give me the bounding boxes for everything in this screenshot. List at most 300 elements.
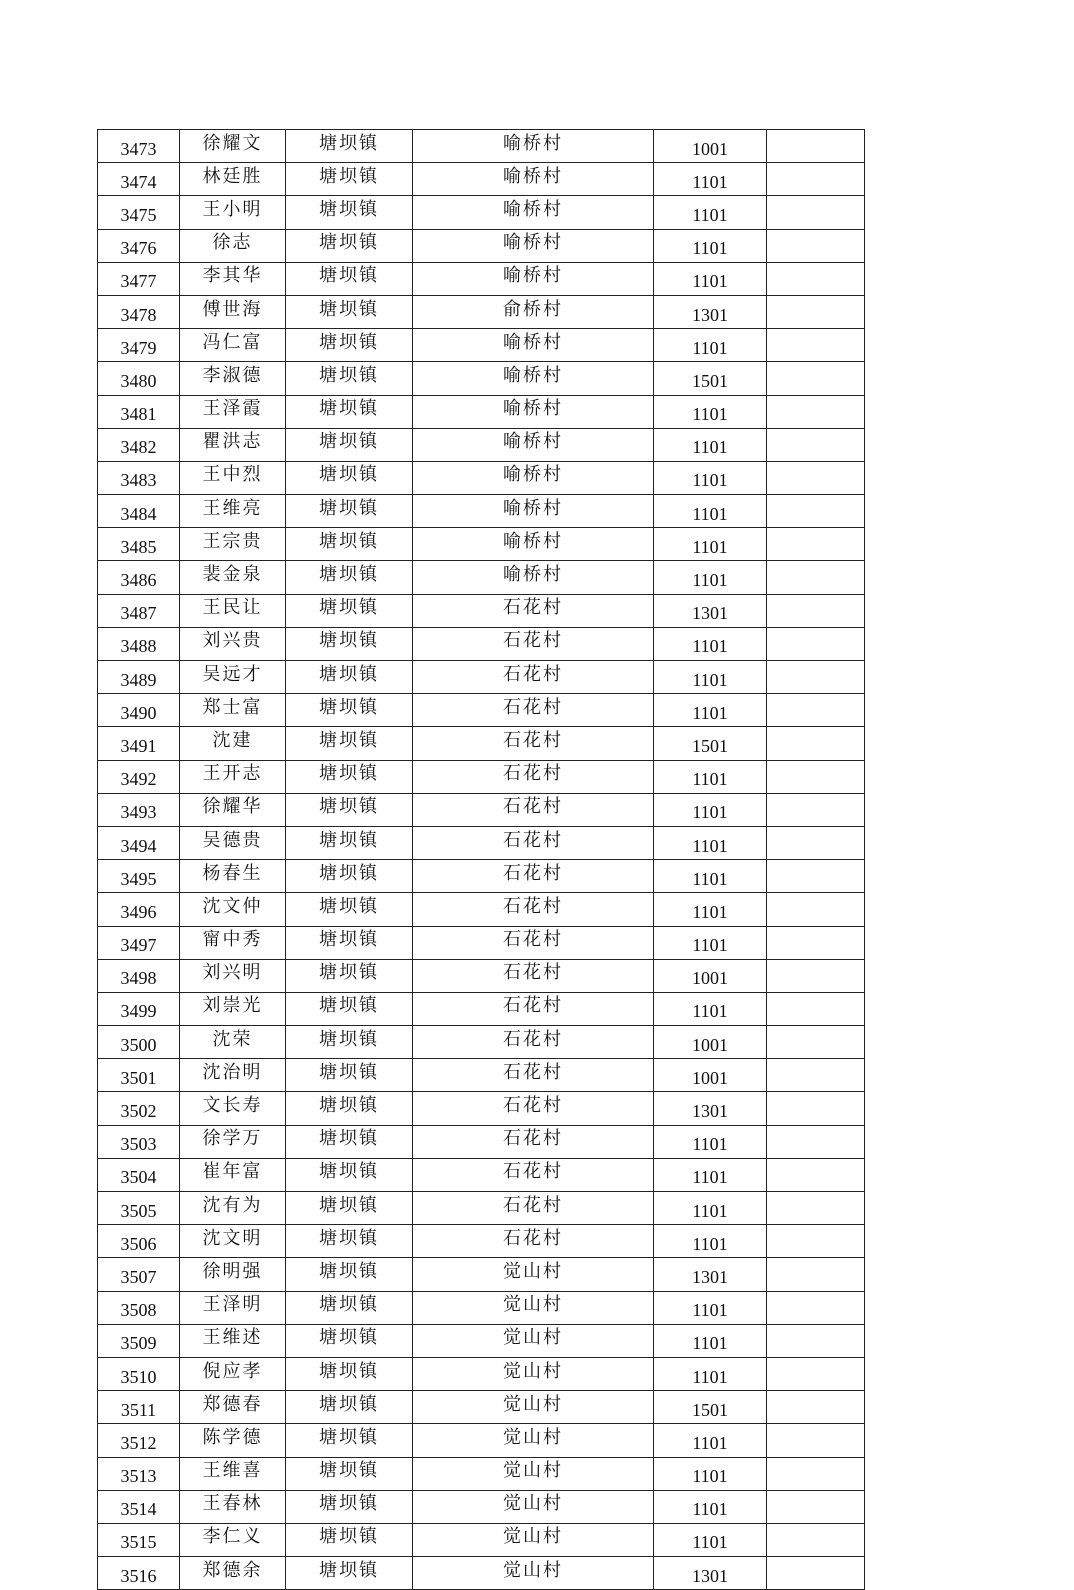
village-cell: 觉山村	[413, 1523, 654, 1556]
table-row	[98, 1225, 865, 1258]
code-cell: 1101	[654, 992, 767, 1025]
name-cell: 李淑德	[180, 362, 286, 395]
row-number-cell: 3492	[98, 760, 180, 793]
code-cell: 1301	[654, 1557, 767, 1590]
code-cell: 1101	[654, 1192, 767, 1225]
name-cell: 冯仁富	[180, 329, 286, 362]
code-cell: 1101	[654, 262, 767, 295]
village-cell: 喻桥村	[413, 528, 654, 561]
code-cell: 1101	[654, 926, 767, 959]
row-number-cell: 3489	[98, 661, 180, 694]
village-cell: 石花村	[413, 627, 654, 660]
table-row	[98, 627, 865, 660]
name-cell: 王民让	[180, 594, 286, 627]
code-cell: 1001	[654, 130, 767, 163]
row-number-cell: 3509	[98, 1324, 180, 1357]
code-cell: 1101	[654, 395, 767, 428]
name-cell: 徐明强	[180, 1258, 286, 1291]
village-cell: 石花村	[413, 926, 654, 959]
town-cell: 塘坝镇	[286, 1557, 413, 1590]
town-cell: 塘坝镇	[286, 1026, 413, 1059]
note-cell	[767, 1059, 865, 1092]
village-cell: 喻桥村	[413, 262, 654, 295]
town-cell: 塘坝镇	[286, 627, 413, 660]
row-number-cell: 3490	[98, 694, 180, 727]
town-cell: 塘坝镇	[286, 1225, 413, 1258]
village-cell: 觉山村	[413, 1424, 654, 1457]
code-cell: 1301	[654, 295, 767, 328]
village-cell: 石花村	[413, 1125, 654, 1158]
village-cell: 石花村	[413, 760, 654, 793]
town-cell: 塘坝镇	[286, 495, 413, 528]
name-cell: 沈有为	[180, 1192, 286, 1225]
note-cell	[767, 959, 865, 992]
village-cell: 觉山村	[413, 1457, 654, 1490]
village-cell: 石花村	[413, 694, 654, 727]
village-cell: 石花村	[413, 992, 654, 1025]
name-cell: 王宗贵	[180, 528, 286, 561]
code-cell: 1101	[654, 229, 767, 262]
code-cell: 1101	[654, 1158, 767, 1191]
table-row	[98, 428, 865, 461]
code-cell: 1101	[654, 1357, 767, 1390]
row-number-cell: 3486	[98, 561, 180, 594]
town-cell: 塘坝镇	[286, 229, 413, 262]
village-cell: 觉山村	[413, 1258, 654, 1291]
note-cell	[767, 1192, 865, 1225]
town-cell: 塘坝镇	[286, 1324, 413, 1357]
code-cell: 1101	[654, 329, 767, 362]
town-cell: 塘坝镇	[286, 428, 413, 461]
row-number-cell: 3493	[98, 793, 180, 826]
row-number-cell: 3514	[98, 1490, 180, 1523]
name-cell: 徐耀文	[180, 130, 286, 163]
table-row	[98, 959, 865, 992]
note-cell	[767, 594, 865, 627]
table-row	[98, 1357, 865, 1390]
table-row	[98, 826, 865, 859]
code-cell: 1101	[654, 163, 767, 196]
table-row	[98, 561, 865, 594]
code-cell: 1001	[654, 1059, 767, 1092]
row-number-cell: 3476	[98, 229, 180, 262]
table-row	[98, 992, 865, 1025]
name-cell: 徐耀华	[180, 793, 286, 826]
row-number-cell: 3510	[98, 1357, 180, 1390]
village-cell: 喻桥村	[413, 495, 654, 528]
table-row	[98, 1324, 865, 1357]
row-number-cell: 3482	[98, 428, 180, 461]
row-number-cell: 3499	[98, 992, 180, 1025]
note-cell	[767, 1424, 865, 1457]
row-number-cell: 3503	[98, 1125, 180, 1158]
village-cell: 石花村	[413, 1192, 654, 1225]
village-cell: 觉山村	[413, 1490, 654, 1523]
town-cell: 塘坝镇	[286, 362, 413, 395]
village-cell: 石花村	[413, 826, 654, 859]
code-cell: 1101	[654, 561, 767, 594]
note-cell	[767, 196, 865, 229]
row-number-cell: 3502	[98, 1092, 180, 1125]
row-number-cell: 3501	[98, 1059, 180, 1092]
town-cell: 塘坝镇	[286, 1523, 413, 1556]
table-row	[98, 1059, 865, 1092]
village-cell: 喻桥村	[413, 461, 654, 494]
note-cell	[767, 926, 865, 959]
note-cell	[767, 694, 865, 727]
code-cell: 1101	[654, 1125, 767, 1158]
name-cell: 王春林	[180, 1490, 286, 1523]
note-cell	[767, 528, 865, 561]
row-number-cell: 3497	[98, 926, 180, 959]
note-cell	[767, 163, 865, 196]
row-number-cell: 3512	[98, 1424, 180, 1457]
name-cell: 文长寿	[180, 1092, 286, 1125]
name-cell: 刘兴明	[180, 959, 286, 992]
name-cell: 郑士富	[180, 694, 286, 727]
note-cell	[767, 860, 865, 893]
row-number-cell: 3480	[98, 362, 180, 395]
note-cell	[767, 992, 865, 1025]
town-cell: 塘坝镇	[286, 860, 413, 893]
name-cell: 沈文明	[180, 1225, 286, 1258]
row-number-cell: 3516	[98, 1557, 180, 1590]
village-cell: 喻桥村	[413, 163, 654, 196]
row-number-cell: 3506	[98, 1225, 180, 1258]
note-cell	[767, 1158, 865, 1191]
town-cell: 塘坝镇	[286, 295, 413, 328]
row-number-cell: 3474	[98, 163, 180, 196]
name-cell: 徐学万	[180, 1125, 286, 1158]
village-cell: 觉山村	[413, 1557, 654, 1590]
town-cell: 塘坝镇	[286, 1059, 413, 1092]
name-cell: 沈文仲	[180, 893, 286, 926]
town-cell: 塘坝镇	[286, 1258, 413, 1291]
table-row	[98, 860, 865, 893]
name-cell: 沈治明	[180, 1059, 286, 1092]
code-cell: 1101	[654, 1291, 767, 1324]
code-cell: 1101	[654, 1324, 767, 1357]
name-cell: 甯中秀	[180, 926, 286, 959]
town-cell: 塘坝镇	[286, 992, 413, 1025]
town-cell: 塘坝镇	[286, 329, 413, 362]
row-number-cell: 3483	[98, 461, 180, 494]
town-cell: 塘坝镇	[286, 694, 413, 727]
table-row	[98, 926, 865, 959]
town-cell: 塘坝镇	[286, 461, 413, 494]
code-cell: 1101	[654, 495, 767, 528]
name-cell: 王中烈	[180, 461, 286, 494]
name-cell: 崔年富	[180, 1158, 286, 1191]
name-cell: 王开志	[180, 760, 286, 793]
table-row	[98, 1523, 865, 1556]
name-cell: 沈荣	[180, 1026, 286, 1059]
table-row	[98, 760, 865, 793]
row-number-cell: 3508	[98, 1291, 180, 1324]
name-cell: 郑德余	[180, 1557, 286, 1590]
town-cell: 塘坝镇	[286, 793, 413, 826]
name-cell: 刘兴贵	[180, 627, 286, 660]
name-cell: 王泽霞	[180, 395, 286, 428]
row-number-cell: 3481	[98, 395, 180, 428]
village-cell: 石花村	[413, 959, 654, 992]
name-cell: 林廷胜	[180, 163, 286, 196]
table-row	[98, 1026, 865, 1059]
row-number-cell: 3513	[98, 1457, 180, 1490]
row-number-cell: 3498	[98, 959, 180, 992]
table-row	[98, 1092, 865, 1125]
note-cell	[767, 329, 865, 362]
town-cell: 塘坝镇	[286, 1457, 413, 1490]
code-cell: 1501	[654, 362, 767, 395]
row-number-cell: 3500	[98, 1026, 180, 1059]
row-number-cell: 3505	[98, 1192, 180, 1225]
note-cell	[767, 428, 865, 461]
table-row	[98, 461, 865, 494]
village-cell: 石花村	[413, 1158, 654, 1191]
code-cell: 1101	[654, 793, 767, 826]
table-row	[98, 196, 865, 229]
code-cell: 1101	[654, 1523, 767, 1556]
name-cell: 瞿洪志	[180, 428, 286, 461]
note-cell	[767, 362, 865, 395]
name-cell: 裴金泉	[180, 561, 286, 594]
note-cell	[767, 295, 865, 328]
row-number-cell: 3495	[98, 860, 180, 893]
table-row	[98, 163, 865, 196]
town-cell: 塘坝镇	[286, 395, 413, 428]
table-row	[98, 1258, 865, 1291]
town-cell: 塘坝镇	[286, 561, 413, 594]
name-cell: 李仁义	[180, 1523, 286, 1556]
name-cell: 王维亮	[180, 495, 286, 528]
note-cell	[767, 893, 865, 926]
note-cell	[767, 262, 865, 295]
note-cell	[767, 461, 865, 494]
table-row	[98, 1457, 865, 1490]
town-cell: 塘坝镇	[286, 163, 413, 196]
village-cell: 喻桥村	[413, 395, 654, 428]
village-cell: 石花村	[413, 594, 654, 627]
note-cell	[767, 760, 865, 793]
code-cell: 1101	[654, 461, 767, 494]
note-cell	[767, 1092, 865, 1125]
town-cell: 塘坝镇	[286, 1424, 413, 1457]
table-row	[98, 1158, 865, 1191]
village-cell: 觉山村	[413, 1324, 654, 1357]
table-row	[98, 1125, 865, 1158]
data-table	[97, 129, 865, 1590]
village-cell: 石花村	[413, 893, 654, 926]
village-cell: 喻桥村	[413, 561, 654, 594]
name-cell: 倪应孝	[180, 1357, 286, 1390]
name-cell: 王维喜	[180, 1457, 286, 1490]
town-cell: 塘坝镇	[286, 760, 413, 793]
name-cell: 傅世海	[180, 295, 286, 328]
table-row	[98, 1424, 865, 1457]
name-cell: 王维述	[180, 1324, 286, 1357]
village-cell: 石花村	[413, 1059, 654, 1092]
name-cell: 吴德贵	[180, 826, 286, 859]
table-row	[98, 1557, 865, 1590]
row-number-cell: 3496	[98, 893, 180, 926]
row-number-cell: 3488	[98, 627, 180, 660]
table-row	[98, 793, 865, 826]
row-number-cell: 3478	[98, 295, 180, 328]
town-cell: 塘坝镇	[286, 1158, 413, 1191]
code-cell: 1501	[654, 727, 767, 760]
note-cell	[767, 727, 865, 760]
code-cell: 1001	[654, 959, 767, 992]
code-cell: 1301	[654, 1092, 767, 1125]
code-cell: 1101	[654, 428, 767, 461]
village-cell: 喻桥村	[413, 329, 654, 362]
row-number-cell: 3485	[98, 528, 180, 561]
code-cell: 1101	[654, 627, 767, 660]
note-cell	[767, 1125, 865, 1158]
code-cell: 1101	[654, 826, 767, 859]
note-cell	[767, 561, 865, 594]
note-cell	[767, 1391, 865, 1424]
note-cell	[767, 130, 865, 163]
row-number-cell: 3477	[98, 262, 180, 295]
table-row	[98, 130, 865, 163]
name-cell: 李其华	[180, 262, 286, 295]
town-cell: 塘坝镇	[286, 594, 413, 627]
code-cell: 1301	[654, 1258, 767, 1291]
village-cell: 俞桥村	[413, 295, 654, 328]
name-cell: 杨春生	[180, 860, 286, 893]
village-cell: 觉山村	[413, 1291, 654, 1324]
row-number-cell: 3491	[98, 727, 180, 760]
code-cell: 1301	[654, 594, 767, 627]
village-cell: 喻桥村	[413, 362, 654, 395]
town-cell: 塘坝镇	[286, 926, 413, 959]
code-cell: 1501	[654, 1391, 767, 1424]
name-cell: 陈学德	[180, 1424, 286, 1457]
code-cell: 1101	[654, 1424, 767, 1457]
town-cell: 塘坝镇	[286, 1490, 413, 1523]
row-number-cell: 3504	[98, 1158, 180, 1191]
table-body	[98, 130, 865, 1590]
name-cell: 吴远才	[180, 661, 286, 694]
note-cell	[767, 627, 865, 660]
note-cell	[767, 229, 865, 262]
row-number-cell: 3487	[98, 594, 180, 627]
table-row	[98, 329, 865, 362]
row-number-cell: 3484	[98, 495, 180, 528]
town-cell: 塘坝镇	[286, 826, 413, 859]
table-row	[98, 1490, 865, 1523]
village-cell: 石花村	[413, 860, 654, 893]
village-cell: 石花村	[413, 727, 654, 760]
table-row	[98, 395, 865, 428]
town-cell: 塘坝镇	[286, 1192, 413, 1225]
town-cell: 塘坝镇	[286, 1357, 413, 1390]
village-cell: 喻桥村	[413, 229, 654, 262]
town-cell: 塘坝镇	[286, 1125, 413, 1158]
village-cell: 喻桥村	[413, 428, 654, 461]
row-number-cell: 3479	[98, 329, 180, 362]
code-cell: 1101	[654, 1490, 767, 1523]
row-number-cell: 3515	[98, 1523, 180, 1556]
row-number-cell: 3494	[98, 826, 180, 859]
village-cell: 石花村	[413, 1026, 654, 1059]
table-row	[98, 362, 865, 395]
row-number-cell: 3507	[98, 1258, 180, 1291]
table-row	[98, 694, 865, 727]
village-cell: 石花村	[413, 1225, 654, 1258]
table-row	[98, 727, 865, 760]
name-cell: 郑德春	[180, 1391, 286, 1424]
town-cell: 塘坝镇	[286, 727, 413, 760]
note-cell	[767, 395, 865, 428]
village-cell: 石花村	[413, 793, 654, 826]
town-cell: 塘坝镇	[286, 1391, 413, 1424]
code-cell: 1001	[654, 1026, 767, 1059]
code-cell: 1101	[654, 694, 767, 727]
code-cell: 1101	[654, 860, 767, 893]
note-cell	[767, 793, 865, 826]
name-cell: 王泽明	[180, 1291, 286, 1324]
table-row	[98, 262, 865, 295]
name-cell: 刘崇光	[180, 992, 286, 1025]
table-row	[98, 528, 865, 561]
note-cell	[767, 1523, 865, 1556]
town-cell: 塘坝镇	[286, 262, 413, 295]
code-cell: 1101	[654, 1225, 767, 1258]
town-cell: 塘坝镇	[286, 196, 413, 229]
table-row	[98, 1391, 865, 1424]
note-cell	[767, 661, 865, 694]
table-row	[98, 893, 865, 926]
note-cell	[767, 1457, 865, 1490]
village-cell: 石花村	[413, 1092, 654, 1125]
name-cell: 徐志	[180, 229, 286, 262]
code-cell: 1101	[654, 760, 767, 793]
note-cell	[767, 1357, 865, 1390]
row-number-cell: 3475	[98, 196, 180, 229]
note-cell	[767, 1225, 865, 1258]
note-cell	[767, 1291, 865, 1324]
table-row	[98, 594, 865, 627]
town-cell: 塘坝镇	[286, 528, 413, 561]
village-cell: 觉山村	[413, 1357, 654, 1390]
note-cell	[767, 1258, 865, 1291]
village-cell: 石花村	[413, 661, 654, 694]
town-cell: 塘坝镇	[286, 130, 413, 163]
town-cell: 塘坝镇	[286, 661, 413, 694]
code-cell: 1101	[654, 528, 767, 561]
code-cell: 1101	[654, 893, 767, 926]
town-cell: 塘坝镇	[286, 959, 413, 992]
village-cell: 喻桥村	[413, 196, 654, 229]
table-row	[98, 295, 865, 328]
village-cell: 喻桥村	[413, 130, 654, 163]
village-cell: 觉山村	[413, 1391, 654, 1424]
code-cell: 1101	[654, 1457, 767, 1490]
town-cell: 塘坝镇	[286, 893, 413, 926]
note-cell	[767, 1490, 865, 1523]
table-row	[98, 1291, 865, 1324]
town-cell: 塘坝镇	[286, 1092, 413, 1125]
town-cell: 塘坝镇	[286, 1291, 413, 1324]
note-cell	[767, 1026, 865, 1059]
table-row	[98, 1192, 865, 1225]
code-cell: 1101	[654, 196, 767, 229]
table-row	[98, 229, 865, 262]
row-number-cell: 3473	[98, 130, 180, 163]
